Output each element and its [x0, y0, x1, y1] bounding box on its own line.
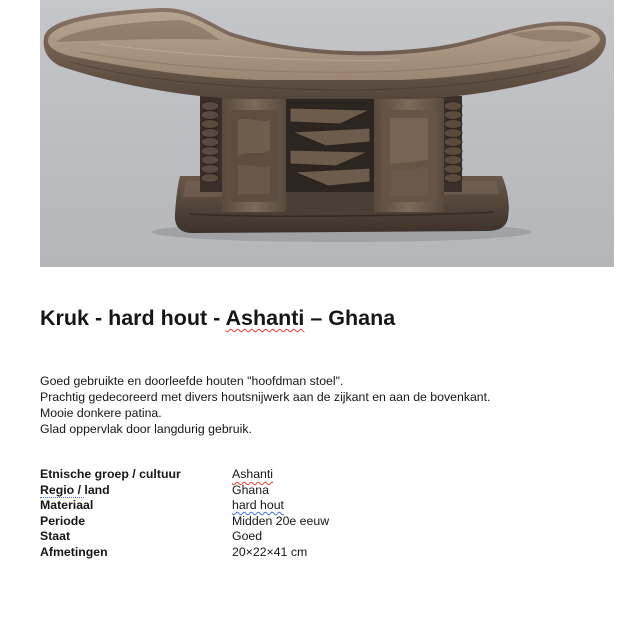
left-side-carving: [201, 102, 219, 183]
left-post: [222, 98, 286, 212]
middle-carving: [286, 98, 374, 212]
detail-value: hard hout: [232, 498, 284, 513]
detail-label: Afmetingen: [40, 544, 108, 559]
page-title: [40, 305, 395, 331]
title-flagged-word: Ashanti: [225, 306, 305, 330]
detail-row: [40, 514, 329, 530]
description-line: Glad oppervlak door langdurig gebruik.: [40, 422, 252, 436]
detail-row: [40, 483, 329, 499]
title-text-start: Kruk - hard hout -: [40, 306, 226, 330]
details-table: [40, 467, 329, 561]
title-text-end: – Ghana: [304, 306, 396, 330]
detail-label-text: Regio / land: [40, 482, 110, 497]
detail-label: Periode: [40, 513, 86, 528]
detail-label: [40, 483, 232, 499]
detail-value: 20×22×41 cm: [232, 544, 308, 559]
stool-image: [40, 0, 614, 267]
detail-value: Ashanti: [232, 467, 274, 481]
description-line: Prachtig gedecoreerd met divers houtsnijwerk aan de zijkant en aan de bovenkant.: [40, 390, 491, 404]
description: [40, 373, 490, 437]
right-side-carving: [444, 102, 462, 183]
right-post: [374, 98, 444, 212]
product-photo: [40, 0, 614, 267]
description-line: Mooie donkere patina.: [40, 406, 162, 420]
detail-value: Goed: [232, 529, 263, 544]
detail-label: Materiaal: [40, 498, 94, 513]
detail-label: Staat: [40, 529, 71, 544]
detail-row: [40, 467, 329, 483]
detail-row: [40, 498, 329, 514]
stool-support: [200, 96, 462, 212]
detail-row: [40, 529, 329, 545]
detail-row: [40, 545, 329, 561]
description-line: Goed gebruikte en doorleefde houten "hoofdman stoel".: [40, 374, 344, 388]
detail-value: Ghana: [232, 482, 269, 497]
detail-label: Etnische groep / cultuur: [40, 467, 181, 481]
detail-value: Midden 20e eeuw: [232, 513, 330, 528]
